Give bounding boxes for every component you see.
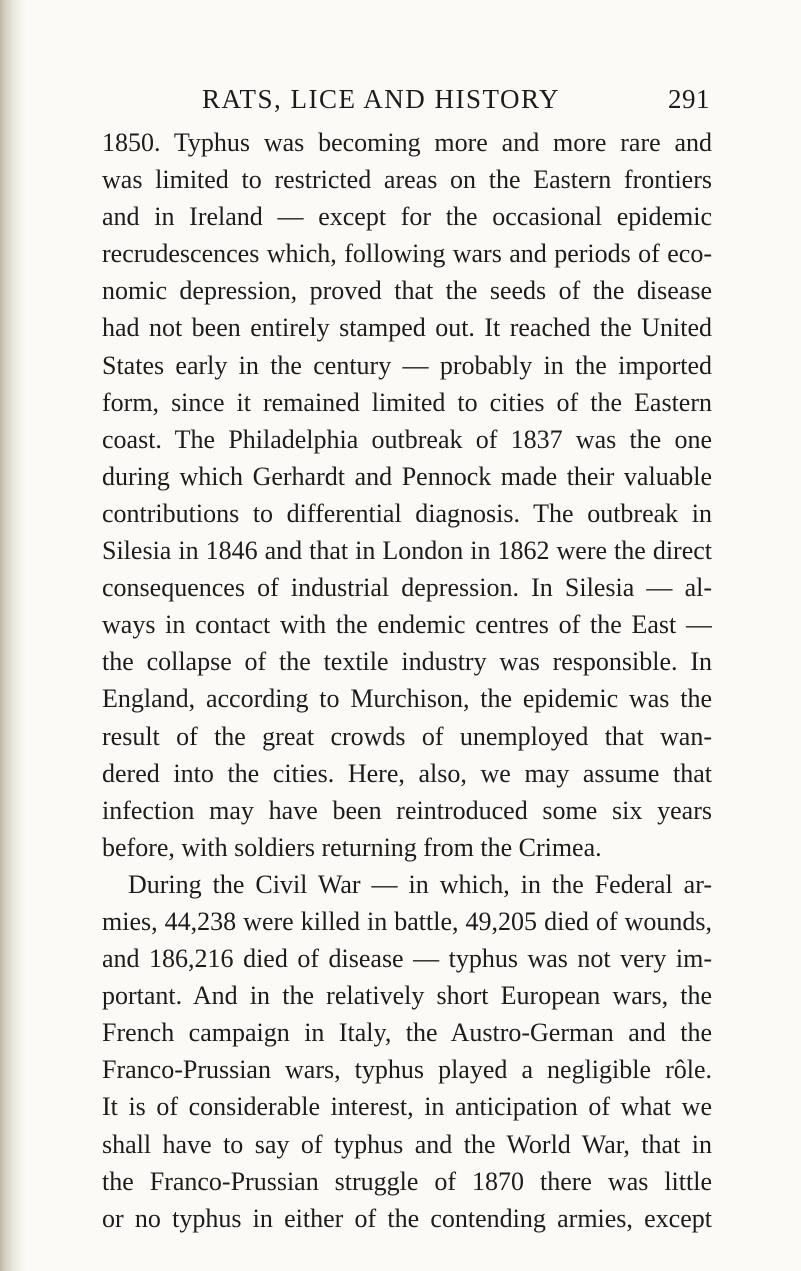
text-line: result of the great crowds of unemployed that wan-	[102, 721, 712, 751]
text-line: 1850. Typhus was becoming more and more rare and	[102, 128, 712, 157]
text-line: and in Ireland — except for the occasional epidemic	[102, 202, 712, 232]
text-line: Franco-Prussian wars, typhus played a negligible rôle.	[102, 1055, 712, 1085]
text-line: Silesia in 1846 and that in London in 1862 were the direct	[102, 536, 712, 566]
text-line: recrudescences which, following wars and periods of eco-	[102, 239, 712, 269]
text-line: States early in the century — probably in the imported	[102, 350, 712, 380]
text-line: coast. The Philadelphia outbreak of 1837 was the one	[102, 424, 712, 454]
paragraph-last-line: before, with soldiers returning from the Crimea.	[102, 832, 602, 862]
text-line: the Franco-Prussian struggle of 1870 there was little	[102, 1166, 712, 1196]
running-title: RATS, LICE AND HISTORY	[202, 84, 561, 114]
body-text	[102, 124, 712, 1237]
text-line: the collapse of the textile industry was responsible. In	[102, 647, 712, 677]
text-line: during which Gerhardt and Pennock made their valuable	[102, 461, 712, 491]
text-line: had not been entirely stamped out. It reached the United	[102, 313, 712, 343]
text-line: nomic depression, proved that the seeds of the disease	[102, 276, 712, 306]
text-line: form, since it remained limited to cities of the Eastern	[102, 387, 712, 417]
text-line: dered into the cities. Here, also, we may assume that	[102, 758, 712, 788]
text-line: French campaign in Italy, the Austro-German and the	[102, 1018, 712, 1048]
text-line: was limited to restricted areas on the Eastern frontiers	[102, 165, 712, 195]
text-line: portant. And in the relatively short European wars, the	[102, 981, 712, 1011]
text-line: ways in contact with the endemic centres of the East —	[102, 610, 712, 640]
text-line: contributions to differential diagnosis. The outbreak in	[102, 498, 712, 528]
text-line: consequences of industrial depression. In Silesia — al-	[102, 573, 712, 603]
page-gutter-shadow	[0, 0, 26, 1271]
book-page	[102, 84, 712, 1237]
text-line: England, according to Murchison, the epidemic was the	[102, 684, 712, 714]
running-head	[102, 84, 712, 124]
paragraph-first-line: During the Civil War — in which, in the Federal ar-	[128, 869, 712, 899]
text-line: or no typhus in either of the contending armies, except	[102, 1203, 712, 1233]
text-line: and 186,216 died of disease — typhus was not very im-	[102, 944, 712, 974]
text-line: shall have to say of typhus and the World War, that in	[102, 1129, 712, 1159]
text-line: mies, 44,238 were killed in battle, 49,205 died of wounds,	[102, 906, 712, 936]
text-line: infection may have been reintroduced some six years	[102, 795, 712, 825]
text-line: It is of considerable interest, in anticipation of what we	[102, 1092, 712, 1122]
page-number: 291	[668, 84, 710, 114]
